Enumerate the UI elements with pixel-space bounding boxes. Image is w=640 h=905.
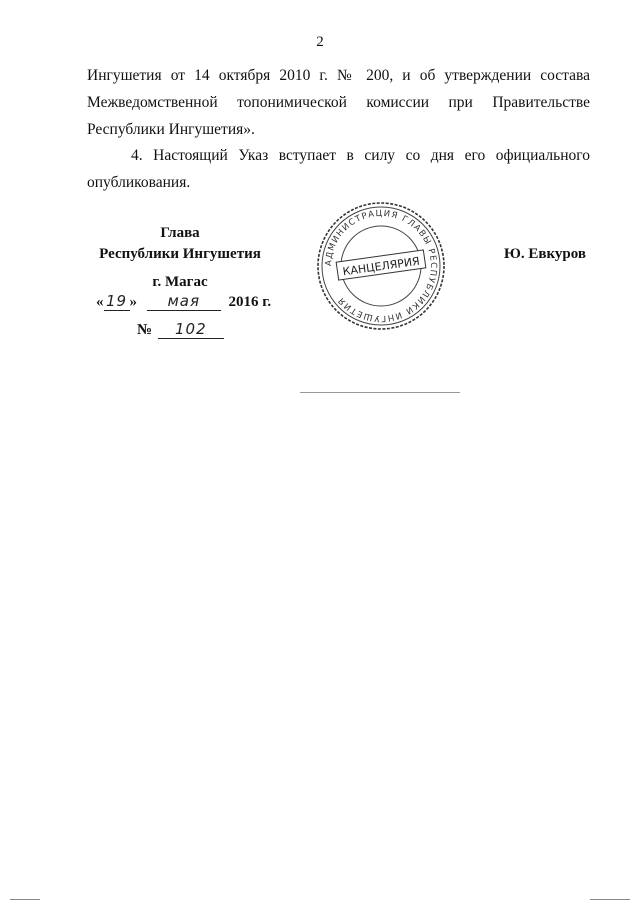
signature-title-line1: Глава — [160, 225, 200, 241]
signer-name: Ю. Евкуров — [504, 246, 586, 262]
date-close-quote: » — [129, 294, 137, 310]
page-number: 2 — [316, 34, 324, 50]
text-line: Межведомственной топонимической комиссии при Правительстве — [87, 94, 590, 111]
scan-artifact — [300, 392, 460, 393]
text-line: 4. Настоящий Указ вступает в силу со дня его официального — [131, 147, 590, 164]
text-line: Ингушетия от 14 октября 2010 г. № 200, и об утверждении состава — [87, 67, 590, 84]
paragraph-4 — [87, 142, 590, 196]
text-line: Республики Ингушетия». — [87, 121, 255, 138]
text-line: опубликования. — [87, 174, 191, 191]
office-stamp — [315, 200, 447, 332]
scan-artifact — [590, 899, 630, 900]
place: г. Магас — [152, 274, 208, 290]
document-number — [137, 320, 224, 339]
date-day: 19 — [104, 292, 130, 311]
stamp-ring-text: АДМИНИСТРАЦИЯ ГЛАВЫ РЕСПУБЛИКИ ИНГУШЕТИЯ — [323, 208, 439, 324]
number-value: 102 — [158, 320, 224, 339]
document-date — [96, 292, 271, 311]
signature-title-line2: Республики Ингушетия — [99, 246, 261, 262]
paragraph-continued — [87, 62, 590, 143]
number-label: № — [137, 322, 153, 338]
date-open-quote: « — [96, 294, 104, 310]
date-year: 2016 г. — [228, 294, 272, 310]
scan-artifact — [10, 899, 40, 900]
date-month: мая — [147, 292, 221, 311]
stamp-center-text: КАНЦЕЛЯРИЯ — [341, 254, 421, 279]
stamp-seal-icon — [315, 200, 447, 332]
